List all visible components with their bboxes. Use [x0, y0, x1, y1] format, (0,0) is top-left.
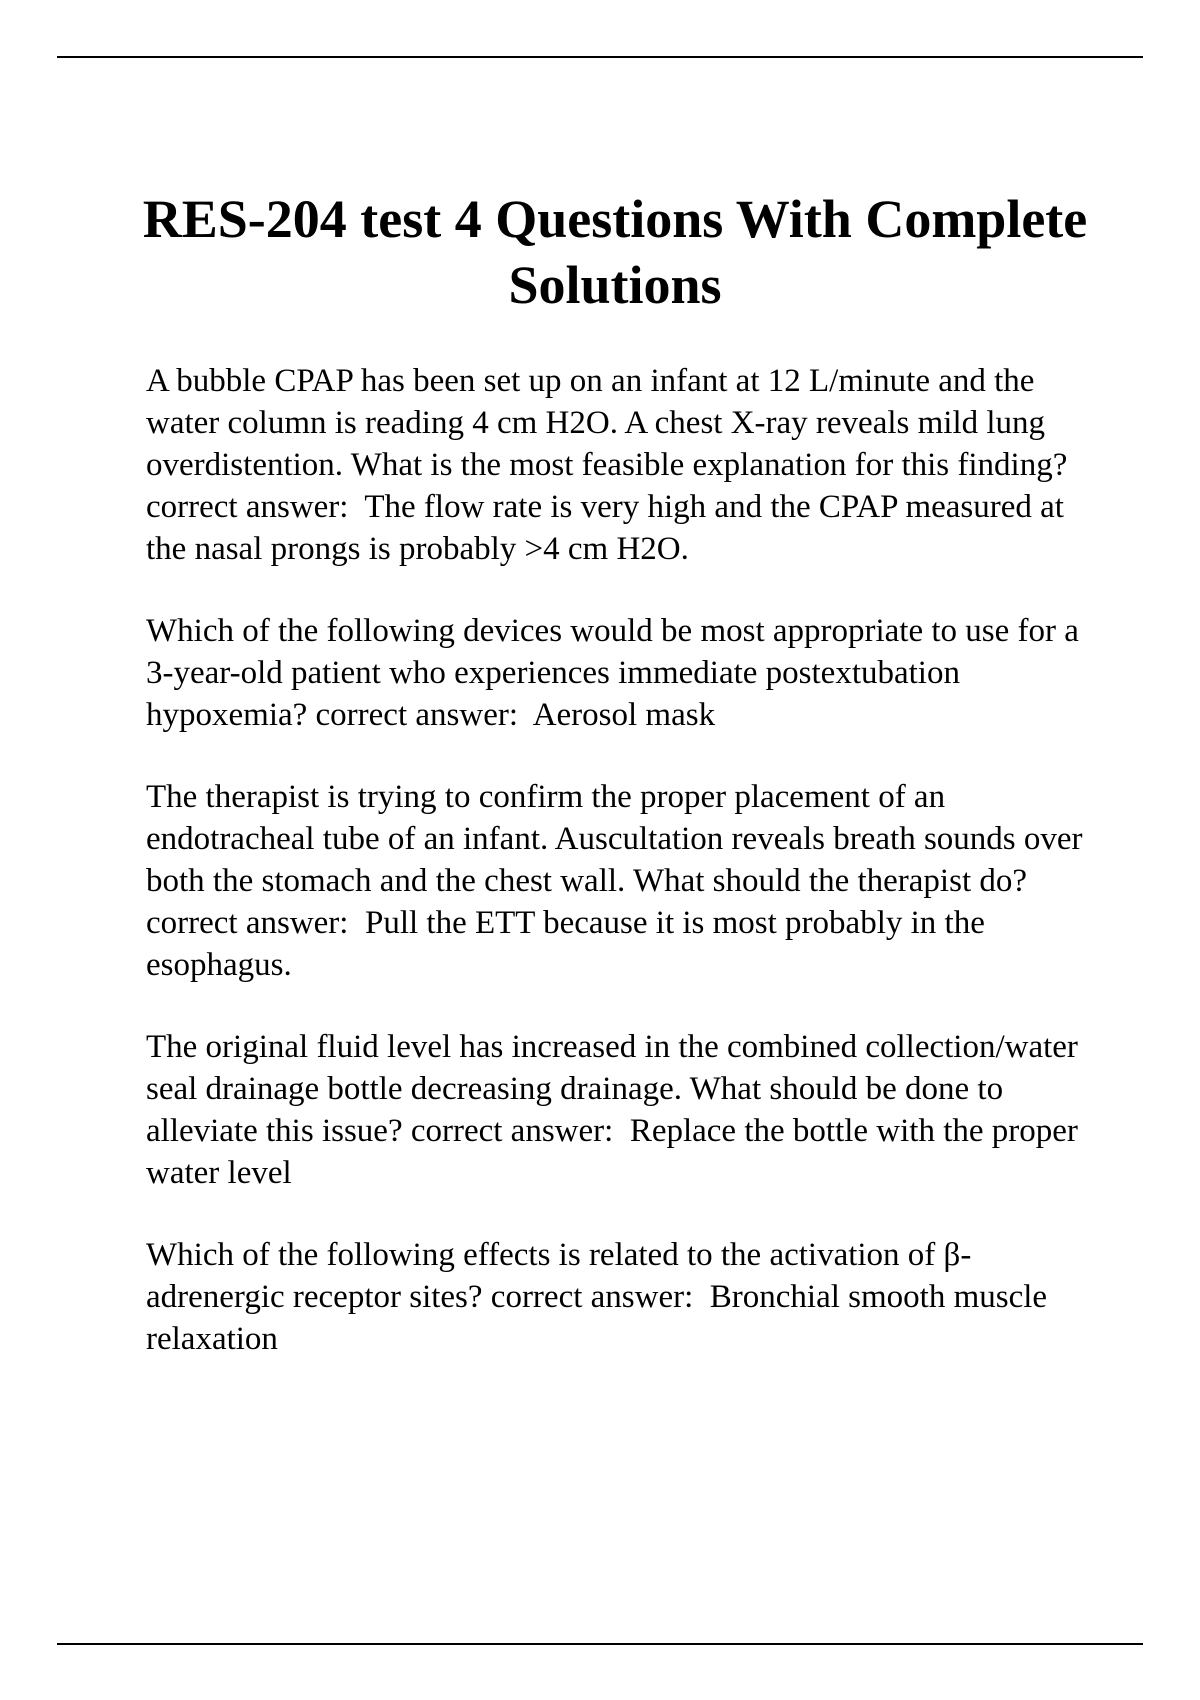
answer-text: Aerosol mask: [532, 697, 716, 733]
question-text: The therapist is trying to confirm the proper placement of an endotracheal tube of an infant. Auscultation reveals breath sounds over both the stomach and the chest wall. What should the therapist do?: [146, 779, 1083, 899]
question-text: A bubble CPAP has been set up on an infant at 12 L/minute and the water column is reading 4 cm H2O. A chest X-ray reveals mild lung overdistention. What is the most feasible explanation for this finding?: [146, 363, 1068, 483]
answer-label: correct answer:: [315, 697, 518, 733]
qa-item: [146, 360, 1106, 570]
question-text: The original fluid level has increased in the combined collection/water seal drainage bottle decreasing drainage. What should be done to alleviate this issue?: [146, 1029, 1078, 1149]
answer-text: The flow rate is very high and the CPAP measured at the nasal prongs is probably >4 cm H2O.: [146, 489, 1064, 567]
answer-label: correct answer:: [146, 905, 349, 941]
answer-label: correct answer:: [410, 1113, 614, 1149]
qa-item: [146, 1026, 1106, 1194]
question-text: Which of the following effects is related to the activation of β-adrenergic receptor sites?: [146, 1237, 972, 1315]
answer-text: Bronchial smooth muscle relaxation: [146, 1279, 1048, 1357]
top-rule: [57, 56, 1143, 58]
page-title: RES-204 test 4 Questions With Complete Solutions: [142, 189, 1088, 315]
answer-text: Replace the bottle with the proper water level: [146, 1113, 1078, 1191]
qa-list: [146, 360, 1106, 1400]
qa-item: [146, 776, 1106, 986]
question-text: Which of the following devices would be most appropriate to use for a 3-year-old patient who experiences immediate postextubation hypoxemia?: [146, 613, 1079, 733]
qa-item: [146, 1234, 1106, 1360]
answer-label: correct answer:: [490, 1279, 694, 1315]
qa-item: [146, 610, 1106, 736]
answer-text: Pull the ETT because it is most probably in the esophagus.: [146, 905, 985, 983]
answer-label: correct answer:: [146, 489, 349, 525]
bottom-rule: [57, 1643, 1143, 1645]
